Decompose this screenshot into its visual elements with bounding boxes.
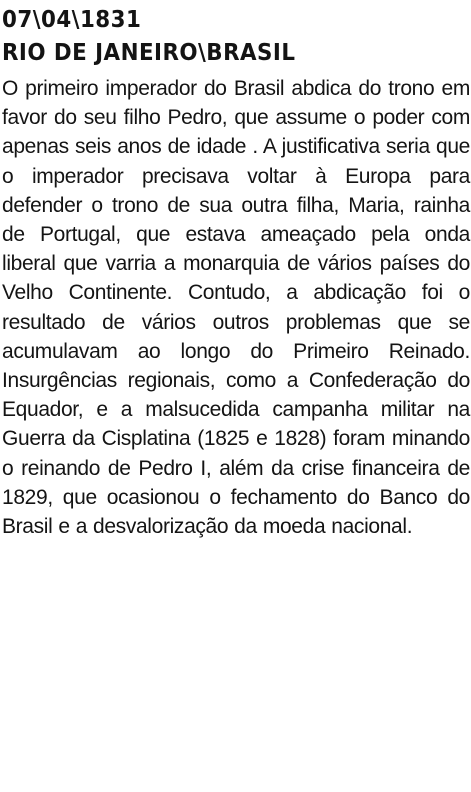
article (2, 4, 470, 541)
article-date: 07\04\1831 (2, 7, 142, 33)
article-location: RIO DE JANEIRO\BRASIL (2, 40, 296, 66)
article-body: O primeiro imperador do Brasil abdica do trono em favor do seu filho Pedro, que assume o poder com apenas seis anos de idade . A justificativa seria que o imperador precisava voltar à Europa para defender o trono de sua outra filha, Maria, rainha de Portugal, que estava ameaçado pela onda liberal que varria a monarquia de vários países do Velho Continente. Contudo, a abdicação foi o resultado de vários outros problemas que se acumulavam ao longo do Primeiro Reinado. Insurgências regionais, como a Confederação do Equador, e a malsucedida campanha militar na Guerra da Cisplatina (1825 e 1828) foram minando o reinando de Pedro I, além da crise financeira de 1829, que ocasionou o fechamento do Banco do Brasil e a desvalorização da moeda nacional. (2, 77, 470, 539)
